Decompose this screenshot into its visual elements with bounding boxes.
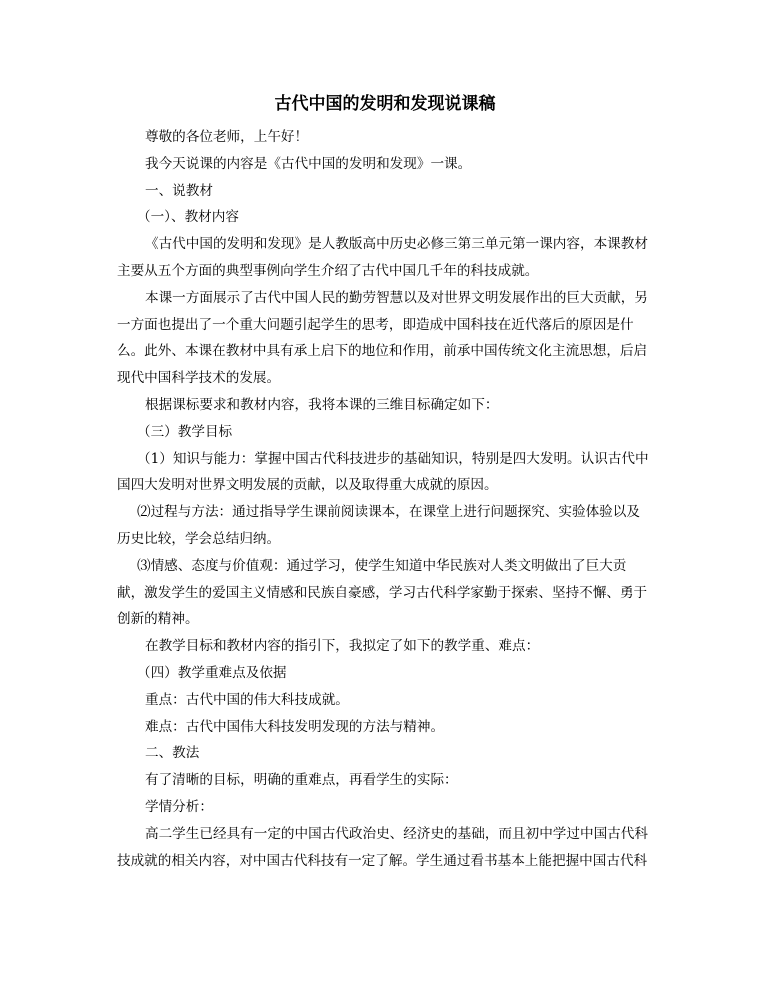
paragraph-line: 技成就的相关内容，对中国古代科技有一定了解。学生通过看书基本上能把握中国古代科 — [117, 852, 648, 869]
paragraph-line-greeting: 尊敬的各位老师，上午好！ — [145, 129, 309, 145]
document-title: 古代中国的发明和发现说课稿 — [274, 94, 496, 114]
paragraph-line: 现代中国科学技术的发展。 — [117, 370, 281, 387]
paragraph-line-difficult-point: 难点：古代中国伟大科技发明发现的方法与精神。 — [145, 718, 445, 735]
section-heading-textbook: 一、说教材 — [145, 182, 213, 199]
paragraph-line: 本课一方面展示了古代中国人民的勤劳智慧以及对世界文明发展作出的巨大贡献，另 — [145, 289, 648, 306]
paragraph-line: ⑵过程与方法：通过指导学生课前阅读课本，在课堂上进行问题探究、实验体验以及 — [137, 504, 640, 521]
paragraph-line-student-analysis: 学情分析： — [145, 798, 213, 815]
document-body — [117, 124, 657, 874]
paragraph-line-key-point: 重点：古代中国的伟大科技成就。 — [145, 691, 349, 708]
paragraph-line: 一方面也提出了一个重大问题引起学生的思考，即造成中国科技在近代落后的原因是什 — [117, 316, 634, 333]
paragraph-line: 根据课标要求和教材内容，我将本课的三维目标确定如下： — [145, 396, 499, 413]
paragraph-line: 创新的精神。 — [117, 611, 199, 628]
subsection-heading-focus: （四）教学重难点及依据 — [137, 664, 287, 681]
paragraph-line: 献，激发学生的爱国主义情感和民族自豪感，学习古代科学家勤于探索、坚持不懈、勇于 — [117, 584, 648, 601]
paragraph-line: 么。此外、本课在教材中具有承上启下的地位和作用，前承中国传统文化主流思想，后启 — [117, 343, 648, 360]
subsection-heading-goals: （三）教学目标 — [137, 423, 233, 440]
paragraph-line: 历史比较，学会总结归纳。 — [117, 530, 281, 547]
paragraph-line-topic: 我今天说课的内容是《古代中国的发明和发现》一课。 — [145, 155, 472, 172]
section-heading-methods: 二、教法 — [145, 745, 200, 762]
paragraph-line: 主要从五个方面的典型事例向学生介绍了古代中国几千年的科技成就。 — [117, 262, 539, 279]
paragraph-line: （1）知识与能力：掌握中国古代科技进步的基础知识，特别是四大发明。认识古代中 — [137, 450, 649, 467]
paragraph-line: 有了清晰的目标，明确的重难点，再看学生的实际： — [145, 772, 458, 789]
paragraph-line: 在教学目标和教材内容的指引下，我拟定了如下的教学重、难点： — [145, 638, 540, 655]
paragraph-line: 国四大发明对世界文明发展的贡献，以及取得重大成就的原因。 — [117, 477, 498, 494]
paragraph-line: 高二学生已经具有一定的中国古代政治史、经济史的基础，而且初中学过中国古代科 — [145, 825, 648, 842]
paragraph-line: 《古代中国的发明和发现》是人教版高中历史必修三第三单元第一课内容，本课教材 — [145, 236, 648, 253]
paragraph-line: ⑶情感、态度与价值观：通过学习，使学生知道中华民族对人类文明做出了巨大贡 — [137, 557, 627, 574]
subsection-heading-content: （一）、教材内容 — [137, 209, 239, 226]
